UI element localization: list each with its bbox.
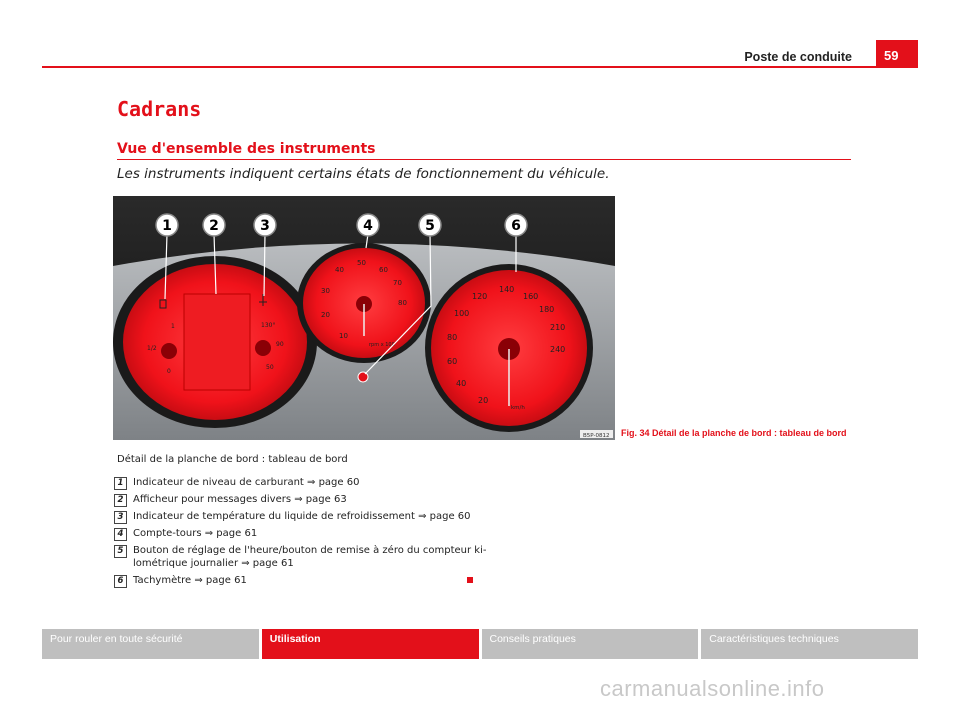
speed-tick-80: 80 [447, 333, 458, 342]
speed-tick-180: 180 [539, 305, 555, 314]
item-number: 3 [114, 511, 127, 524]
rpm-tick-10: 10 [339, 332, 348, 340]
temp-label-130: 130° [261, 322, 276, 329]
rpm-tick-80: 80 [398, 299, 407, 307]
rpm-tick-30: 30 [321, 287, 330, 295]
tab-practical-tips[interactable]: Conseils pratiques [482, 629, 699, 659]
speed-tick-120: 120 [472, 292, 488, 301]
item-number: 2 [114, 494, 127, 507]
section-subtitle: Vue d'ensemble des instruments [117, 141, 376, 157]
callout-1 [156, 214, 178, 236]
callout-6-label: 6 [511, 218, 521, 234]
temp-label-90: 90 [276, 341, 284, 348]
rpm-unit-label: rpm x 100 [369, 342, 395, 348]
callout-1-label: 1 [162, 218, 172, 234]
speed-tick-100: 100 [454, 309, 470, 318]
item-text: Indicateur de niveau de carburant ⇒ page 60 [133, 477, 360, 488]
tab-usage[interactable]: Utilisation [262, 629, 479, 659]
callout-2 [203, 214, 225, 236]
temp-gauge-hub [255, 340, 271, 356]
section-title: Poste de conduite [744, 50, 852, 64]
header-rule [42, 66, 918, 68]
message-display [184, 294, 250, 390]
callout-5 [419, 214, 441, 236]
callout-4-label: 4 [363, 218, 373, 234]
item-number: 6 [114, 575, 127, 588]
rpm-tick-20: 20 [321, 311, 330, 319]
item-number: 5 [114, 545, 127, 558]
callout-2-label: 2 [209, 218, 219, 234]
speed-tick-160: 160 [523, 292, 539, 301]
list-item [114, 544, 494, 570]
page-title: Cadrans [117, 97, 202, 121]
speed-tick-240: 240 [550, 345, 566, 354]
list-item [114, 574, 494, 587]
callout-3 [254, 214, 276, 236]
item-text: Afficheur pour messages divers ⇒ page 63 [133, 494, 347, 505]
speed-tick-60: 60 [447, 357, 458, 366]
item-text: Bouton de réglage de l'heure/bouton de remise à zéro du compteur ki-lométrique journalier ⇒ page 61 [133, 545, 487, 569]
speed-tick-40: 40 [456, 379, 467, 388]
end-of-section-marker [467, 577, 473, 583]
fuel-gauge-hub [161, 343, 177, 359]
reset-button [358, 372, 368, 382]
item-text: Compte-tours ⇒ page 61 [133, 528, 258, 539]
rpm-tick-70: 70 [393, 279, 402, 287]
speed-unit-label: km/h [511, 405, 525, 411]
intro-text: Les instruments indiquent certains états de fonctionnement du véhicule. [117, 166, 610, 182]
fuel-label-full: 1 [171, 323, 175, 330]
subtitle-rule [117, 159, 851, 160]
list-item [114, 493, 494, 506]
instrument-cluster-figure [113, 196, 615, 440]
footer-nav [42, 629, 918, 659]
tab-technical-data[interactable]: Caractéristiques techniques [701, 629, 918, 659]
ref-code: B5P-0812 [583, 433, 610, 439]
speed-tick-140: 140 [499, 285, 515, 294]
speed-tick-210: 210 [550, 323, 566, 332]
fuel-label-empty: 0 [167, 368, 171, 375]
temp-label-50: 50 [266, 364, 274, 371]
callout-6 [505, 214, 527, 236]
rpm-tick-50: 50 [357, 259, 366, 267]
item-text: Tachymètre ⇒ page 61 [133, 575, 247, 586]
legend-list [114, 476, 494, 591]
detail-heading: Détail de la planche de bord : tableau de bord [117, 454, 348, 465]
page-number: 59 [876, 40, 918, 68]
item-text: Indicateur de température du liquide de refroidissement ⇒ page 60 [133, 511, 471, 522]
list-item [114, 476, 494, 489]
watermark: carmanualsonline.info [600, 676, 825, 701]
list-item [114, 527, 494, 540]
figure-caption: Fig. 34 Détail de la planche de bord : tableau de bord [621, 428, 847, 438]
callout-3-label: 3 [260, 218, 270, 234]
list-item [114, 510, 494, 523]
fuel-label-half: 1/2 [147, 345, 157, 352]
tab-safety[interactable]: Pour rouler en toute sécurité [42, 629, 259, 659]
rpm-tick-40: 40 [335, 266, 344, 274]
rpm-tick-60: 60 [379, 266, 388, 274]
speed-tick-20: 20 [478, 396, 489, 405]
callout-4 [357, 214, 379, 236]
item-number: 1 [114, 477, 127, 490]
item-number: 4 [114, 528, 127, 541]
callout-5-label: 5 [425, 218, 435, 234]
